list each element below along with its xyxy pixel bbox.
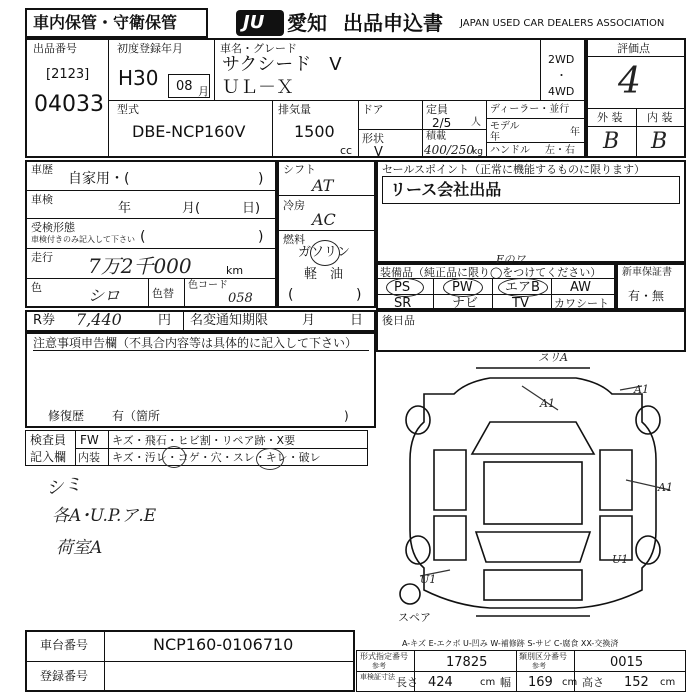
diagram-annotation-6: U1: [612, 553, 629, 566]
lot-label: 出品番号: [33, 42, 77, 55]
cert-width-value: 169: [528, 675, 553, 690]
inspector-fw: FW: [80, 433, 99, 447]
diagram-annotation-3: A1: [634, 383, 649, 396]
capacity-label: 定員: [426, 103, 448, 116]
name-change-label: 名変通知期限: [190, 313, 269, 328]
inspection-month: 月(: [182, 201, 201, 216]
equip-aw: AW: [570, 280, 592, 295]
cert-type-label: 形式指定番号: [360, 652, 408, 661]
type-code-value: DBE-NCP160V: [132, 122, 246, 141]
lot-sub-number: [2123]: [46, 67, 90, 82]
recycle-label: R券: [33, 313, 56, 328]
fuel-value: ガソリン: [298, 245, 351, 260]
displacement-label: 排気量: [278, 103, 311, 116]
rating-ext-label: 外 装: [597, 111, 623, 124]
equip-pw: PW: [452, 280, 473, 295]
displacement-value: 1500: [294, 122, 335, 141]
color-value: シロ: [88, 286, 121, 305]
handwritten-note-3: 荷室A: [56, 538, 103, 558]
reception-sub: 車検付きのみ記入して下さい: [31, 235, 135, 244]
cert-length-value: 424: [428, 675, 453, 690]
name-change-day: 日: [350, 313, 364, 328]
fuel-alt-close: ): [356, 287, 362, 303]
model-year-label: モデル年: [490, 121, 520, 143]
storage-label: 車内保管・守衛保管: [33, 13, 178, 32]
cert-type-value: 17825: [446, 655, 488, 670]
org-english: JAPAN USED CAR DEALERS ASSOCIATION: [460, 18, 665, 29]
cert-length-label-2: 長さ: [396, 676, 418, 689]
rating-label: 評価点: [617, 42, 650, 55]
drive-2wd: 2WD: [548, 53, 575, 66]
warranty-label: 新車保証書: [622, 267, 672, 278]
handwritten-note-2: 各A･U.P.ア.E: [52, 506, 157, 526]
reception-close: ): [258, 229, 264, 245]
sales-point-value: リース会社出品: [390, 180, 502, 199]
ju-logo-text: JU: [243, 12, 265, 33]
model-year-unit: 年: [570, 127, 580, 138]
after-date-frame: [376, 310, 686, 352]
lot-number: 04033: [34, 92, 104, 117]
shift-value: AT: [312, 176, 334, 195]
equip-pw-circle: [443, 278, 483, 297]
inspection-label: 車検: [31, 193, 53, 206]
inspection-year: 年: [118, 201, 132, 216]
chassis-label: 車台番号: [40, 638, 89, 652]
displacement-unit: cc: [340, 144, 353, 157]
inspector-interior-items: キズ・汚レ・コゲ・穴・スレ・キレ・破レ: [112, 451, 321, 464]
rating-int-label: 内 装: [647, 111, 673, 124]
spare-label: スペア: [398, 611, 431, 624]
equip-sr: SR: [394, 296, 412, 311]
history-value: 自家用・(: [68, 171, 130, 187]
cert-class-label: 類別区分番号: [519, 652, 567, 661]
drive-dot: ・: [556, 69, 567, 82]
door-shape-value: V: [374, 145, 383, 160]
shift-label: シフト: [283, 163, 316, 176]
color-change-label: 色替: [152, 287, 174, 300]
recycle-value: 7,440: [76, 310, 122, 329]
repair-close: ): [344, 409, 349, 423]
equip-leather: カワシート: [554, 297, 609, 310]
door-shape-label: 形状: [362, 132, 384, 145]
registration-era-year: H30: [118, 66, 159, 90]
model-name-value: サクシード V: [222, 54, 342, 75]
rating-score: 4: [618, 61, 641, 102]
plate-label: 登録番号: [40, 669, 89, 683]
repair-label: 修復歴: [48, 409, 85, 423]
warranty-value: 有・無: [628, 289, 665, 303]
type-code-label: 型式: [117, 103, 139, 116]
handle-value: 左・右: [545, 145, 575, 156]
diagram-annotation-5: U1: [420, 573, 437, 586]
rating-int-value: B: [651, 129, 668, 154]
equip-airbag-circle: [498, 278, 548, 297]
cert-class-value: 0015: [610, 655, 644, 670]
damage-legend: A-キズ E-エクボ U-凹み W-補修跡 S-サビ C-腐食 XX-交換済: [402, 639, 619, 648]
dealer-label: ディーラー・並行: [490, 104, 570, 115]
repair-value: 有（箇所: [112, 409, 161, 423]
cert-width-label: 幅: [500, 676, 511, 689]
cert-height-unit: cm: [660, 677, 676, 688]
mileage-unit: km: [226, 264, 244, 277]
load-unit: kg: [472, 147, 483, 157]
inspection-day: 日): [242, 201, 261, 216]
model-grade-value: ＵＬ－Ｘ: [222, 77, 294, 98]
diagram-annotation-4: A1: [658, 481, 673, 494]
model-name-label: 車名・グレード: [220, 42, 297, 55]
ac-value: AC: [312, 210, 336, 229]
fuel-label: 燃料: [283, 233, 305, 246]
equip-ps-circle: [386, 278, 424, 297]
mileage-label: 走行: [31, 251, 53, 264]
fuel-alt-open: (: [288, 287, 294, 303]
fuel-circle-mark: [310, 240, 340, 266]
cert-type-label-sub: 参考: [372, 662, 386, 670]
registration-month-unit: 月: [198, 85, 209, 98]
diagram-annotation-2: A1: [540, 397, 555, 410]
history-close: ): [258, 171, 264, 187]
inspector-fw-items: キズ・飛石・ヒビ割・リペア跡・X要: [112, 434, 296, 447]
mileage-value: 7万2千000: [88, 254, 192, 278]
fuel-alt: 軽 油: [304, 267, 344, 282]
load-label: 積載: [426, 131, 446, 142]
history-label: 車歴: [31, 163, 53, 176]
inspector-mark-2: [256, 448, 284, 470]
door-label: ドア: [362, 103, 384, 116]
equipment-label: 装備品（純正品に限り◯をつけてください）: [380, 266, 602, 279]
cert-length-unit: cm: [480, 677, 496, 688]
cert-height-value: 152: [624, 675, 649, 690]
color-code-value: 058: [228, 291, 253, 306]
equip-ps: PS: [394, 280, 411, 295]
equip-navi: ナビ: [452, 296, 479, 311]
load-value: 400/250: [424, 143, 474, 157]
sales-point-label: セールスポイント（正常に機能するものに限ります）: [382, 163, 646, 176]
inspector-mark-1: [162, 446, 186, 468]
reception-open: (: [140, 229, 146, 245]
drive-4wd: 4WD: [548, 85, 575, 98]
chassis-value: NCP160-0106710: [153, 635, 294, 654]
inspector-label-2: 記入欄: [30, 450, 67, 464]
org-name: 愛知: [287, 11, 327, 35]
cert-length-label: 車検証寸法: [360, 673, 395, 681]
handle-label: ハンドル: [490, 145, 530, 156]
notice-label: 注意事項申告欄（不具合内容等は具体的に記入して下さい）: [33, 336, 358, 350]
equip-tv: TV: [512, 296, 529, 311]
diagram-annotation-1: スリA: [538, 351, 568, 364]
cert-class-label-sub: 参考: [532, 662, 546, 670]
inspector-label-1: 検査員: [30, 433, 67, 447]
inspector-interior: 内装: [78, 451, 100, 464]
after-date-label: 後日品: [382, 314, 415, 327]
cert-height-label: 高さ: [582, 676, 604, 689]
name-change-month: 月: [302, 313, 316, 328]
cert-width-unit: cm: [562, 677, 578, 688]
equip-airbag: エアB: [505, 280, 540, 295]
recycle-unit: 円: [158, 313, 172, 328]
ac-label: 冷房: [283, 199, 305, 212]
equipment-note: Fのワ: [496, 253, 526, 266]
color-label: 色: [31, 281, 42, 294]
registration-month: 08: [176, 79, 193, 94]
rating-ext-value: B: [603, 129, 620, 154]
handwritten-note-1: シミ: [44, 473, 84, 500]
history-block-frame: [25, 160, 277, 308]
registration-label: 初度登録年月: [117, 42, 183, 55]
form-title: 出品申込書: [343, 11, 443, 35]
capacity-value: 2/5: [432, 116, 452, 130]
reception-label: 受検形態: [31, 221, 75, 234]
capacity-unit: 人: [471, 117, 481, 128]
color-code-label: 色コード: [188, 280, 228, 291]
